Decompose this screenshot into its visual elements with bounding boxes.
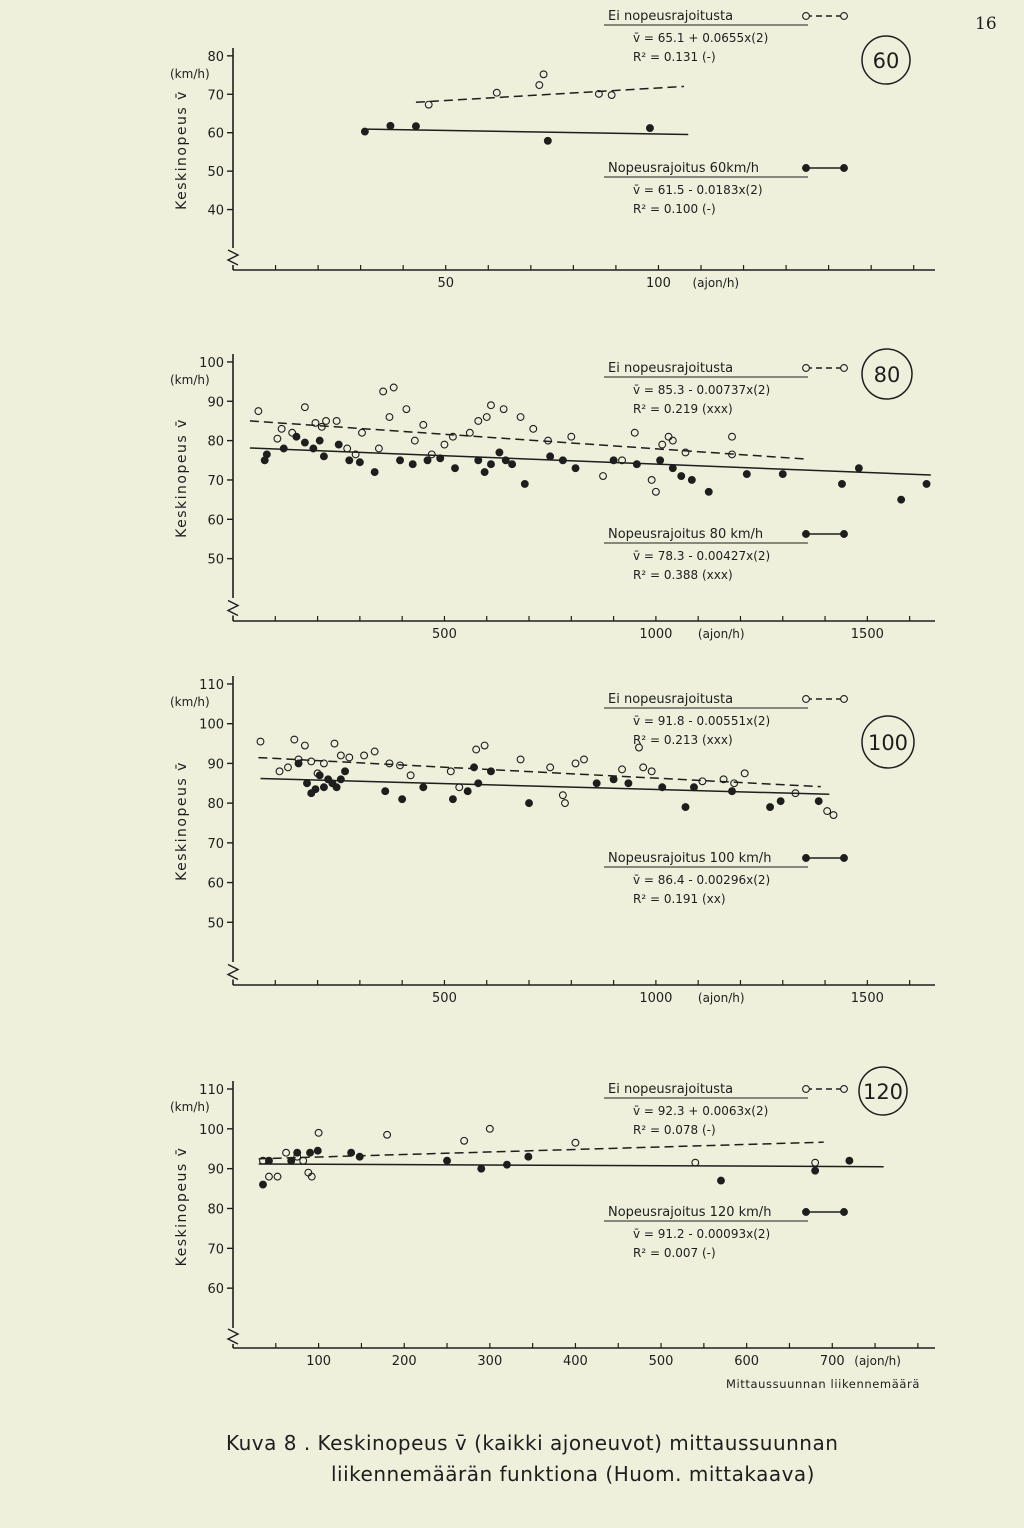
- legend-r-squared: R² = 0.213 (xxx): [633, 733, 733, 747]
- x-tick-label: 100: [306, 1354, 332, 1369]
- point-filled: [464, 788, 471, 795]
- axis-break-mark: [228, 965, 238, 980]
- point-filled: [678, 473, 685, 480]
- point-open: [384, 1131, 391, 1138]
- point-open: [648, 477, 655, 484]
- legend-series-name: Ei nopeusrajoitusta: [608, 9, 734, 24]
- point-filled: [420, 784, 427, 791]
- point-filled: [504, 1161, 511, 1168]
- speed-limit-badge-label: 60: [872, 49, 900, 73]
- legend-marker: [803, 696, 810, 703]
- point-open: [359, 429, 366, 436]
- y-tick-label: 60: [207, 1282, 224, 1298]
- point-filled: [450, 796, 457, 803]
- point-filled: [475, 457, 482, 464]
- point-open: [300, 1157, 307, 1164]
- point-open: [729, 433, 736, 440]
- point-open: [420, 421, 427, 428]
- point-open: [411, 437, 418, 444]
- point-open: [547, 764, 554, 771]
- point-open: [669, 437, 676, 444]
- point-open: [581, 756, 588, 763]
- point-open: [652, 488, 659, 495]
- legend-block: [604, 1082, 847, 1137]
- point-filled: [488, 768, 495, 775]
- legend-marker: [841, 1209, 848, 1216]
- point-filled: [424, 457, 431, 464]
- y-tick-label: 80: [207, 797, 224, 813]
- y-unit-label: (km/h): [170, 694, 210, 709]
- point-open: [337, 752, 344, 759]
- y-axis-title: Keskinopeus v̄: [174, 418, 190, 538]
- point-open: [456, 784, 463, 791]
- y-tick-label: 70: [207, 1242, 224, 1258]
- point-open: [530, 425, 537, 432]
- y-tick-label: 100: [199, 1122, 224, 1138]
- x-tick-label: 500: [648, 1354, 674, 1369]
- legend-series-name: Nopeusrajoitus 60km/h: [608, 161, 760, 176]
- point-filled: [898, 496, 905, 503]
- point-open: [318, 423, 325, 430]
- point-filled: [346, 457, 353, 464]
- y-tick-label: 90: [207, 757, 224, 773]
- point-filled: [307, 1149, 314, 1156]
- point-filled: [767, 804, 774, 811]
- axis-break-mark: [228, 601, 238, 616]
- y-tick-label: 60: [207, 126, 224, 142]
- point-open: [572, 1139, 579, 1146]
- point-filled: [471, 764, 478, 771]
- point-open: [441, 441, 448, 448]
- legend-marker: [803, 1209, 810, 1216]
- x-unit-label: (ajon/h): [697, 627, 745, 641]
- point-open: [473, 746, 480, 753]
- legend-block: [604, 851, 847, 906]
- point-filled: [544, 137, 551, 144]
- point-open: [308, 758, 315, 765]
- point-filled: [729, 788, 736, 795]
- fit-line-solid: [365, 129, 688, 134]
- fit-line-dashed: [416, 86, 684, 102]
- speed-limit-badge-label: 120: [862, 1080, 904, 1104]
- point-filled: [743, 471, 750, 478]
- point-filled: [452, 465, 459, 472]
- legend-r-squared: R² = 0.219 (xxx): [633, 402, 733, 416]
- legend-r-squared: R² = 0.007 (-): [633, 1246, 716, 1260]
- point-open: [375, 445, 382, 452]
- point-filled: [437, 455, 444, 462]
- point-filled: [337, 776, 344, 783]
- point-filled: [521, 481, 528, 488]
- point-filled: [525, 1153, 532, 1160]
- legend-marker: [841, 165, 848, 172]
- point-filled: [718, 1177, 725, 1184]
- point-open: [559, 792, 566, 799]
- legend-block: [604, 9, 847, 64]
- point-filled: [371, 469, 378, 476]
- legend-r-squared: R² = 0.131 (-): [633, 50, 716, 64]
- point-open: [824, 808, 831, 815]
- point-open: [461, 1137, 468, 1144]
- point-filled: [502, 457, 509, 464]
- point-filled: [777, 798, 784, 805]
- point-filled: [855, 465, 862, 472]
- x-tick-label: 100: [646, 276, 671, 291]
- y-axis-title: Keskinopeus v̄: [174, 1146, 190, 1267]
- point-filled: [356, 1153, 363, 1160]
- legend-r-squared: R² = 0.078 (-): [633, 1123, 716, 1137]
- legend-marker: [841, 1086, 848, 1093]
- point-filled: [682, 804, 689, 811]
- legend-fit-equation: v̄ = 92.3 + 0.0063x(2): [633, 1104, 769, 1118]
- point-filled: [387, 122, 394, 129]
- fit-line-dashed: [250, 421, 804, 459]
- y-tick-label: 110: [199, 1082, 224, 1098]
- point-filled: [633, 461, 640, 468]
- point-filled: [444, 1157, 451, 1164]
- y-tick-label: 100: [199, 355, 224, 371]
- point-open: [830, 812, 837, 819]
- point-filled: [333, 784, 340, 791]
- point-open: [312, 420, 319, 427]
- point-open: [371, 748, 378, 755]
- point-open: [536, 82, 543, 89]
- x-tick-label: 500: [432, 627, 457, 642]
- x-unit-label: (ajon/h): [697, 991, 745, 1005]
- y-unit-label: (km/h): [170, 372, 210, 387]
- point-open: [640, 764, 647, 771]
- point-open: [315, 1129, 322, 1136]
- x-tick-label: 1500: [850, 627, 884, 642]
- figure-caption: [226, 1428, 986, 1490]
- point-open: [517, 414, 524, 421]
- legend-marker: [803, 365, 810, 372]
- point-open: [301, 404, 308, 411]
- point-filled: [314, 1147, 321, 1154]
- legend-block: [604, 1205, 847, 1260]
- caption-line-1: Kuva 8 . Keskinopeus v̄ (kaikki ajoneuvot) mittaussuunnan: [226, 1431, 839, 1455]
- point-filled: [839, 481, 846, 488]
- y-tick-label: 80: [207, 434, 224, 450]
- caption-line-2: liikennemäärän funktiona (Huom. mittakaava): [331, 1462, 815, 1486]
- point-open: [407, 772, 414, 779]
- point-open: [572, 760, 579, 767]
- y-tick-label: 70: [207, 473, 224, 489]
- chart-panel-1: [170, 9, 935, 291]
- point-open: [741, 770, 748, 777]
- legend-marker: [803, 165, 810, 172]
- point-open: [386, 414, 393, 421]
- fit-line-solid: [260, 778, 829, 794]
- point-filled: [657, 457, 664, 464]
- legend-fit-equation: v̄ = 86.4 - 0.00296x(2): [633, 873, 771, 887]
- point-filled: [559, 457, 566, 464]
- legend-fit-equation: v̄ = 85.3 - 0.00737x(2): [633, 383, 771, 397]
- point-filled: [310, 445, 317, 452]
- y-tick-label: 50: [207, 165, 224, 181]
- y-tick-label: 90: [207, 1162, 224, 1178]
- legend-marker: [841, 531, 848, 538]
- x-tick-label: 1000: [639, 627, 673, 642]
- y-tick-label: 70: [207, 836, 224, 852]
- y-tick-label: 80: [207, 49, 224, 65]
- y-tick-label: 80: [207, 1202, 224, 1218]
- legend-fit-equation: v̄ = 65.1 + 0.0655x(2): [633, 31, 769, 45]
- x-tick-label: 200: [391, 1354, 417, 1369]
- point-open: [386, 760, 393, 767]
- point-filled: [356, 459, 363, 466]
- x-tick-label: 50: [437, 276, 455, 291]
- legend-block: [604, 692, 847, 747]
- legend-series-name: Nopeusrajoitus 120 km/h: [608, 1205, 772, 1220]
- point-open: [291, 736, 298, 743]
- point-open: [403, 406, 410, 413]
- axis-break-mark: [228, 1329, 238, 1344]
- point-filled: [263, 451, 270, 458]
- point-open: [447, 768, 454, 775]
- point-open: [475, 418, 482, 425]
- point-filled: [779, 471, 786, 478]
- point-filled: [409, 461, 416, 468]
- x-tick-label: 700: [819, 1354, 845, 1369]
- point-open: [278, 425, 285, 432]
- point-open: [425, 101, 432, 108]
- point-open: [500, 406, 507, 413]
- y-tick-label: 110: [199, 677, 224, 693]
- point-filled: [509, 461, 516, 468]
- point-filled: [280, 445, 287, 452]
- point-filled: [294, 1149, 301, 1156]
- point-open: [619, 766, 626, 773]
- point-filled: [496, 449, 503, 456]
- point-open: [466, 429, 473, 436]
- point-open: [568, 433, 575, 440]
- page-number: 16: [975, 14, 997, 34]
- x-unit-label: (ajon/h): [692, 276, 740, 290]
- point-filled: [547, 453, 554, 460]
- legend-fit-equation: v̄ = 91.8 - 0.00551x(2): [633, 714, 771, 728]
- fit-line-dashed: [259, 1142, 824, 1159]
- point-filled: [705, 488, 712, 495]
- point-open: [361, 752, 368, 759]
- point-open: [692, 1159, 699, 1166]
- point-filled: [688, 477, 695, 484]
- x-tick-label: 300: [477, 1354, 503, 1369]
- legend-fit-equation: v̄ = 91.2 - 0.00093x(2): [633, 1227, 771, 1241]
- point-filled: [691, 784, 698, 791]
- point-filled: [481, 469, 488, 476]
- legend-marker: [841, 855, 848, 862]
- point-filled: [288, 1157, 295, 1164]
- point-filled: [812, 1167, 819, 1174]
- point-open: [283, 1149, 290, 1156]
- point-open: [493, 89, 500, 96]
- legend-r-squared: R² = 0.100 (-): [633, 202, 716, 216]
- x-unit-label: (ajon/h): [854, 1354, 901, 1368]
- point-filled: [348, 1149, 355, 1156]
- point-open: [648, 768, 655, 775]
- point-filled: [382, 788, 389, 795]
- y-axis-title: Keskinopeus v̄: [174, 761, 190, 881]
- legend-series-name: Nopeusrajoitus 80 km/h: [608, 527, 764, 542]
- axis-break-mark: [228, 250, 238, 265]
- point-open: [333, 418, 340, 425]
- legend-marker: [841, 365, 848, 372]
- x-tick-label: 400: [563, 1354, 588, 1369]
- point-filled: [659, 784, 666, 791]
- point-filled: [846, 1157, 853, 1164]
- point-filled: [316, 437, 323, 444]
- point-filled: [488, 461, 495, 468]
- point-filled: [397, 457, 404, 464]
- x-tick-label: 600: [734, 1354, 760, 1369]
- point-open: [285, 764, 292, 771]
- point-filled: [475, 780, 482, 787]
- point-filled: [413, 123, 420, 130]
- fit-line-solid: [259, 1164, 884, 1167]
- x-tick-label: 500: [432, 991, 457, 1006]
- point-open: [562, 800, 569, 807]
- legend-series-name: Ei nopeusrajoitusta: [608, 692, 734, 707]
- y-tick-label: 90: [207, 395, 224, 411]
- point-open: [488, 402, 495, 409]
- point-open: [731, 780, 738, 787]
- legend-marker: [803, 1086, 810, 1093]
- legend-marker: [803, 855, 810, 862]
- point-open: [486, 1125, 493, 1132]
- point-filled: [312, 786, 319, 793]
- point-filled: [593, 780, 600, 787]
- point-open: [481, 742, 488, 749]
- legend-series-name: Ei nopeusrajoitusta: [608, 1082, 734, 1097]
- legend-marker: [841, 13, 848, 20]
- point-open: [540, 71, 547, 78]
- point-open: [257, 738, 264, 745]
- point-open: [276, 768, 283, 775]
- y-unit-label: (km/h): [170, 66, 210, 81]
- y-tick-label: 60: [207, 513, 224, 529]
- legend-fit-equation: v̄ = 61.5 - 0.0183x(2): [633, 183, 763, 197]
- x-axis-title: Mittaussuunnan liikennemäärä: [725, 1377, 920, 1391]
- point-open: [699, 778, 706, 785]
- point-filled: [361, 128, 368, 135]
- x-tick-label: 1500: [850, 991, 884, 1006]
- point-filled: [610, 776, 617, 783]
- point-filled: [625, 780, 632, 787]
- point-filled: [304, 780, 311, 787]
- point-open: [344, 445, 351, 452]
- point-open: [321, 760, 328, 767]
- point-open: [274, 1173, 281, 1180]
- point-filled: [260, 1181, 267, 1188]
- point-open: [380, 388, 387, 395]
- point-filled: [316, 772, 323, 779]
- point-open: [812, 1159, 819, 1166]
- legend-series-name: Nopeusrajoitus 100 km/h: [608, 851, 772, 866]
- y-tick-label: 60: [207, 876, 224, 892]
- point-filled: [295, 760, 302, 767]
- y-tick-label: 70: [207, 88, 224, 104]
- point-open: [600, 473, 607, 480]
- point-open: [390, 384, 397, 391]
- y-tick-label: 50: [207, 552, 224, 568]
- point-filled: [610, 457, 617, 464]
- point-open: [608, 92, 615, 99]
- point-filled: [669, 465, 676, 472]
- point-filled: [815, 798, 822, 805]
- legend-r-squared: R² = 0.388 (xxx): [633, 568, 733, 582]
- legend-r-squared: R² = 0.191 (xx): [633, 892, 726, 906]
- y-unit-label: (km/h): [170, 1099, 210, 1114]
- point-filled: [293, 433, 300, 440]
- point-open: [301, 742, 308, 749]
- point-open: [517, 756, 524, 763]
- point-open: [346, 754, 353, 761]
- legend-series-name: Ei nopeusrajoitusta: [608, 361, 734, 376]
- point-filled: [526, 800, 533, 807]
- speed-limit-badge-label: 100: [867, 731, 909, 755]
- y-axis-title: Keskinopeus v̄: [174, 90, 190, 210]
- legend-block: [604, 527, 847, 582]
- point-open: [665, 433, 672, 440]
- chart-panel-4: [170, 1067, 935, 1391]
- point-open: [323, 418, 330, 425]
- point-filled: [321, 784, 328, 791]
- legend-marker: [803, 13, 810, 20]
- legend-fit-equation: v̄ = 78.3 - 0.00427x(2): [633, 549, 771, 563]
- point-open: [266, 1173, 273, 1180]
- point-filled: [342, 768, 349, 775]
- point-filled: [572, 465, 579, 472]
- legend-marker: [803, 531, 810, 538]
- speed-limit-badge-label: 80: [873, 363, 901, 387]
- x-tick-label: 1000: [639, 991, 673, 1006]
- point-open: [659, 441, 666, 448]
- y-tick-label: 100: [199, 717, 224, 733]
- point-filled: [335, 441, 342, 448]
- legend-block: [604, 361, 847, 416]
- point-filled: [301, 439, 308, 446]
- point-filled: [321, 453, 328, 460]
- point-filled: [399, 796, 406, 803]
- point-open: [631, 429, 638, 436]
- y-tick-label: 50: [207, 916, 224, 932]
- point-open: [483, 414, 490, 421]
- chart-panel-3: [170, 676, 935, 1006]
- legend-block: [604, 161, 847, 216]
- point-open: [331, 740, 338, 747]
- y-tick-label: 40: [207, 203, 224, 219]
- point-filled: [647, 125, 654, 132]
- legend-marker: [841, 696, 848, 703]
- point-open: [274, 435, 281, 442]
- point-filled: [266, 1157, 273, 1164]
- point-filled: [923, 481, 930, 488]
- point-filled: [478, 1165, 485, 1172]
- point-open: [255, 408, 262, 415]
- chart-panel-2: [170, 349, 935, 642]
